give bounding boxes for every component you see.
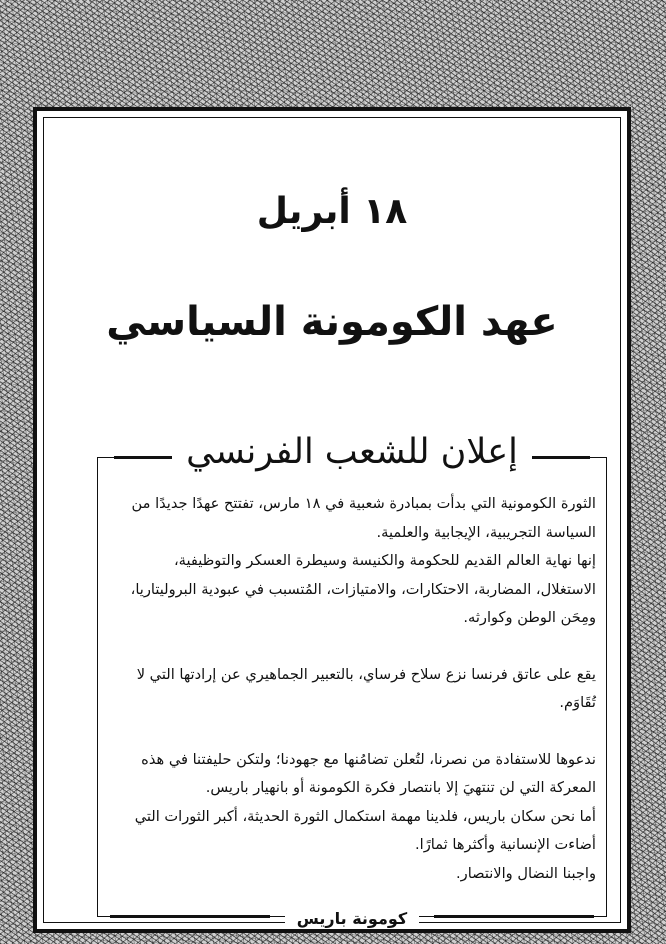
document-page: [33, 107, 631, 933]
paragraph-6: واجبنا النضال والانتصار.: [456, 864, 596, 882]
paragraph-3: يقع على عاتق فرنسا نزع سلاح فرساي، بالتعبير الجماهيري عن إرادتها التي لا تُقَاوَم.: [136, 665, 596, 711]
title-date: ١٨ أبريل: [256, 191, 408, 232]
paragraph-gap: [110, 633, 596, 661]
title-main: عهد الكومونة السياسي: [106, 299, 558, 345]
paragraph-4: ندعوها للاستفادة من نصرنا، لتُعلن تضامُنها مع جهودنا؛ ولتكن حليفتنا في هذه المعركة التي لن تنتهيَ إلا بانتصار فكرة الكومونة أو بانهيار باريس.: [141, 750, 596, 796]
declaration-box: [97, 432, 607, 928]
paragraph-2: إنها نهاية العالم القديم للحكومة والكنيسة وسيطرة العسكر والتوظيفية، الاستغلال، المضاربة، الاحتكارات، والامتيازات، المُتسبب في عبودية البروليتاريا، ومِحَن الوطن وكوارثه.: [130, 552, 596, 626]
declaration-heading-wrap: [98, 432, 606, 472]
signature-wrap: [98, 909, 606, 928]
signature: كومونة باريس: [285, 909, 419, 928]
declaration-heading: إعلان للشعب الفرنسي: [172, 432, 532, 472]
paragraph-gap: [110, 718, 596, 746]
paragraph-5: أما نحن سكان باريس، فلدينا مهمة استكمال الثورة الحديثة، أكبر الثورات التي أضاءت الإنسانية وأكثرها ثمارًا.: [134, 807, 596, 853]
declaration-body: [110, 490, 596, 888]
paragraph-1: الثورة الكومونية التي بدأت بمبادرة شعبية في ١٨ مارس، تفتتح عهدًا جديدًا من السياسة التجريبية، الإيجابية والعلمية.: [131, 495, 596, 541]
